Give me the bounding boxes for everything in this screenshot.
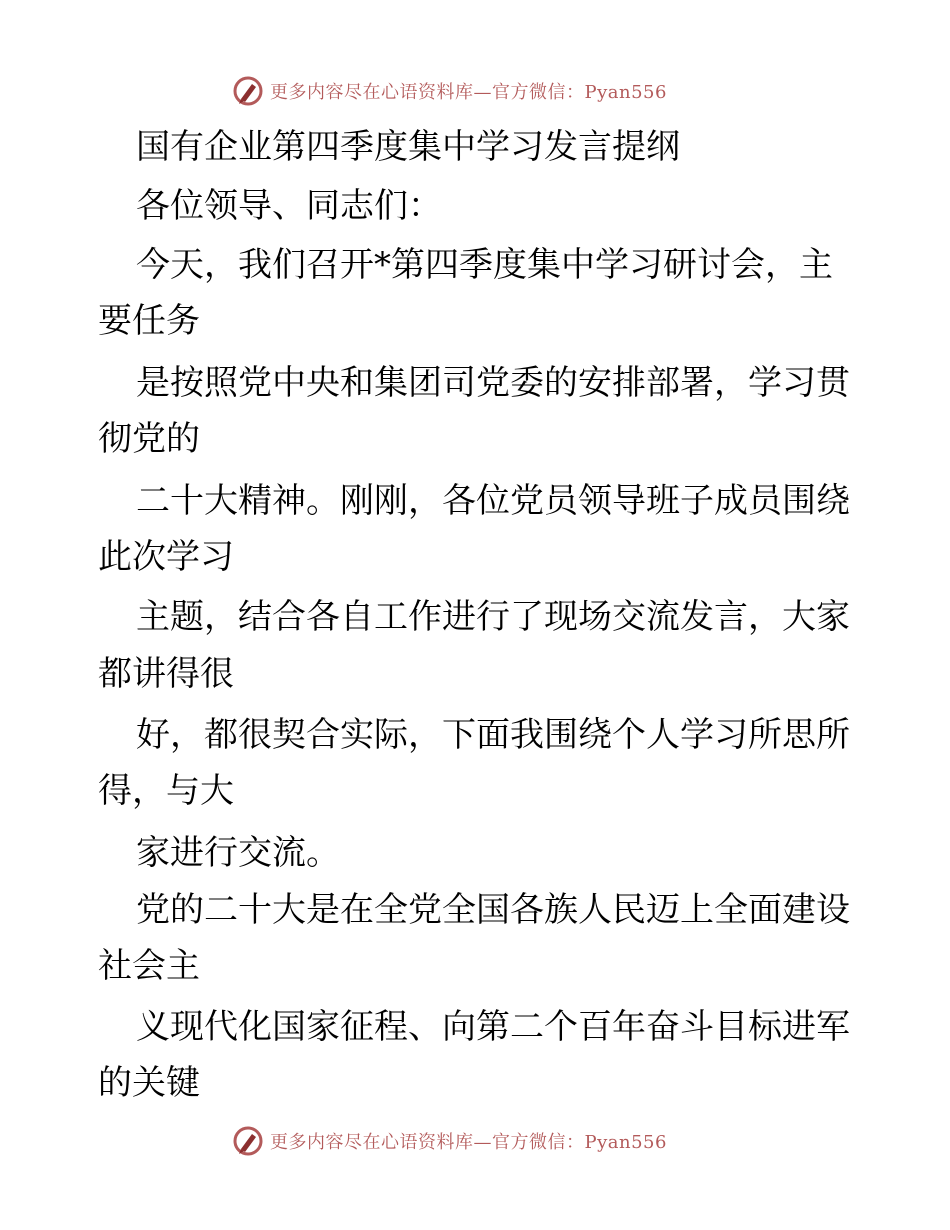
header-watermark xyxy=(232,74,667,108)
paragraph-line: 主题，结合各自工作进行了现场交流发言，大家 xyxy=(136,597,850,637)
paragraph-line: 要任务 xyxy=(98,301,200,341)
paragraph-line: 社会主 xyxy=(98,946,200,986)
pen-seal-logo-icon xyxy=(232,1125,264,1157)
watermark-text: 更多内容尽在心语资料库—官方微信：Pyan556 xyxy=(270,82,667,103)
paragraph-line: 都讲得很 xyxy=(98,654,234,694)
paragraph-line: 此次学习 xyxy=(98,537,234,577)
paragraph-line: 家进行交流。 xyxy=(136,833,340,873)
pen-seal-logo-icon xyxy=(232,75,264,107)
paragraph-line: 的关键 xyxy=(98,1063,200,1103)
paragraph-line: 好，都很契合实际，下面我围绕个人学习所思所 xyxy=(136,715,850,755)
footer-watermark xyxy=(232,1124,667,1158)
paragraph-line: 今天，我们召开*第四季度集中学习研讨会，主 xyxy=(136,245,833,285)
paragraph-line: 得，与大 xyxy=(98,771,234,811)
paragraph-line: 义现代化国家征程、向第二个百年奋斗目标进军 xyxy=(136,1007,850,1047)
paragraph-line: 彻党的 xyxy=(98,419,200,459)
paragraph-line: 是按照党中央和集团司党委的安排部署，学习贯 xyxy=(136,363,850,403)
salutation: 各位领导、同志们： xyxy=(136,186,442,226)
document-title: 国有企业第四季度集中学习发言提纲 xyxy=(136,127,680,167)
paragraph-line: 二十大精神。刚刚，各位党员领导班子成员围绕 xyxy=(136,481,850,521)
watermark-text: 更多内容尽在心语资料库—官方微信：Pyan556 xyxy=(270,1132,667,1153)
paragraph-line: 党的二十大是在全党全国各族人民迈上全面建设 xyxy=(136,890,850,930)
